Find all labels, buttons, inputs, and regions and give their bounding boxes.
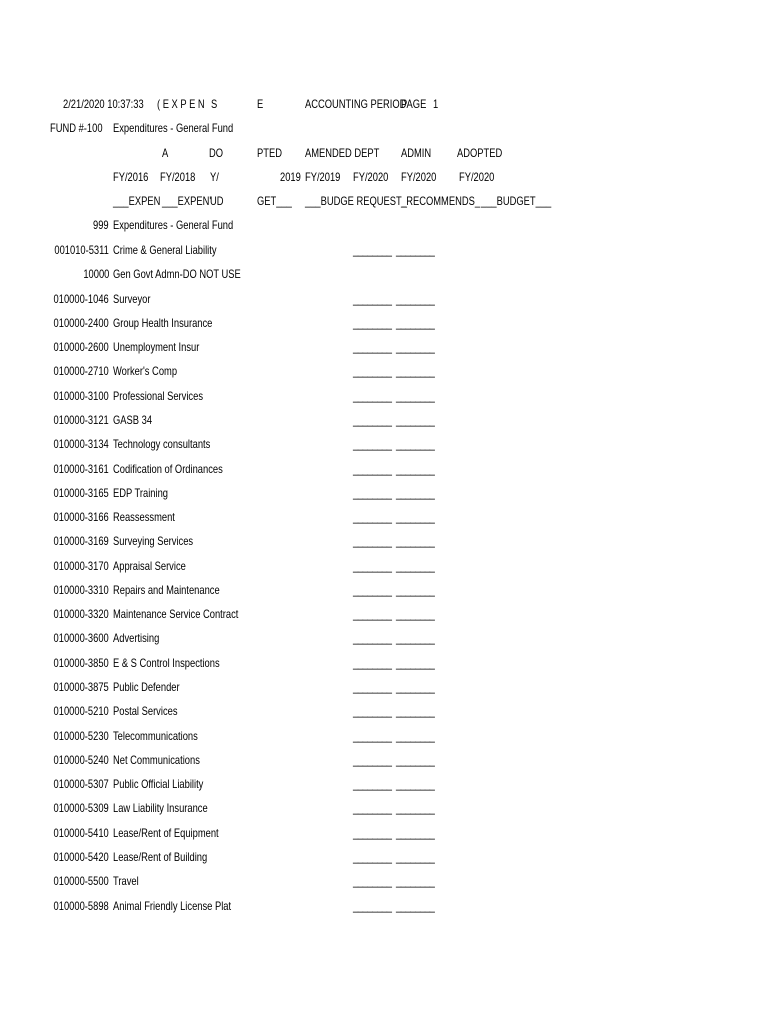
blank-entry-lines: ________ ________ <box>353 777 435 791</box>
account-name: Worker's Comp <box>113 364 178 378</box>
blank-entry-lines: ________ ________ <box>353 243 435 257</box>
account-code: 001010-5311 <box>54 243 109 257</box>
account-name: Gen Govt Admn-DO NOT USE <box>113 267 241 281</box>
report-title-fragment: E <box>257 97 264 111</box>
column-header: ___EXPEN' <box>162 194 212 208</box>
account-name: Animal Friendly License Plat <box>113 899 232 913</box>
account-code: 010000-3850 <box>53 656 109 670</box>
account-name: Technology consultants <box>113 437 211 451</box>
account-code: 010000-5210 <box>53 704 109 718</box>
account-code: 010000-1046 <box>53 292 109 306</box>
blank-entry-lines: ________ ________ <box>353 753 435 767</box>
account-code: 010000-3600 <box>53 631 109 645</box>
account-name: EDP Training <box>113 486 168 500</box>
section-name: Expenditures - General Fund <box>113 218 234 232</box>
blank-entry-lines: ________ ________ <box>353 631 435 645</box>
blank-entry-lines: ________ ________ <box>353 607 435 621</box>
column-header: FY/2020 <box>353 170 389 184</box>
column-header: PTED <box>257 146 282 160</box>
blank-entry-lines: ________ ________ <box>353 364 435 378</box>
blank-entry-lines: ________ ________ <box>353 316 435 330</box>
column-header: ___BUDGET___ <box>481 194 552 208</box>
column-header: ___BUDGE REQUEST_ <box>305 194 407 208</box>
blank-entry-lines: ________ ________ <box>353 656 435 670</box>
account-name: Surveying Services <box>113 534 194 548</box>
blank-entry-lines: ________ ________ <box>353 437 435 451</box>
account-code: 010000-3134 <box>53 437 109 451</box>
account-name: Group Health Insurance <box>113 316 213 330</box>
account-code: 010000-3166 <box>53 510 109 524</box>
account-code: 010000-3100 <box>53 389 109 403</box>
blank-entry-lines: ________ ________ <box>353 899 435 913</box>
column-header: UD <box>210 194 224 208</box>
column-header: _RECOMMENDS_ <box>401 194 481 208</box>
account-name: GASB 34 <box>113 413 153 427</box>
account-name: Maintenance Service Contract <box>113 607 239 621</box>
report-timestamp: 2/21/2020 10:37:33 <box>63 97 144 111</box>
column-header: DO <box>209 146 224 160</box>
blank-entry-lines: ________ ________ <box>353 462 435 476</box>
account-code: 010000-5500 <box>53 874 109 888</box>
account-name: Appraisal Service <box>113 559 186 573</box>
page-label: PAGE <box>401 97 427 111</box>
column-header: ___EXPEN <box>113 194 161 208</box>
account-name: Repairs and Maintenance <box>113 583 220 597</box>
report-title-fragment: ( E X P E N <box>157 97 205 111</box>
column-header: GET___ <box>257 194 292 208</box>
account-code: 010000-5420 <box>53 850 109 864</box>
column-header: ADOPTED <box>457 146 503 160</box>
column-header: Y/ <box>210 170 219 184</box>
account-code: 010000-3320 <box>53 607 109 621</box>
account-name: Lease/Rent of Equipment <box>113 826 219 840</box>
blank-entry-lines: ________ ________ <box>353 292 435 306</box>
account-code: 010000-3121 <box>53 413 109 427</box>
account-code: 010000-5240 <box>53 753 109 767</box>
account-name: Lease/Rent of Building <box>113 850 208 864</box>
page-number: 1 <box>433 97 439 111</box>
account-name: E & S Control Inspections <box>113 656 220 670</box>
account-name: Surveyor <box>113 292 151 306</box>
blank-entry-lines: ________ ________ <box>353 534 435 548</box>
report-title-fragment: S <box>211 97 218 111</box>
blank-entry-lines: ________ ________ <box>353 340 435 354</box>
blank-entry-lines: ________ ________ <box>353 510 435 524</box>
column-header: 2019 <box>280 170 301 184</box>
account-code: 10000 <box>82 267 109 281</box>
account-name: Unemployment Insur <box>113 340 200 354</box>
blank-entry-lines: ________ ________ <box>353 729 435 743</box>
account-code: 010000-5898 <box>53 899 109 913</box>
column-header: FY/2020 <box>401 170 437 184</box>
account-name: Public Defender <box>113 680 180 694</box>
account-code: 010000-3165 <box>53 486 109 500</box>
column-header: FY/2019 <box>305 170 341 184</box>
account-code: 010000-5309 <box>53 801 109 815</box>
account-name: Postal Services <box>113 704 178 718</box>
blank-entry-lines: ________ ________ <box>353 826 435 840</box>
blank-entry-lines: ________ ________ <box>353 704 435 718</box>
blank-entry-lines: ________ ________ <box>353 874 435 888</box>
account-name: Travel <box>113 874 139 888</box>
column-header: A <box>162 146 169 160</box>
account-name: Professional Services <box>113 389 204 403</box>
blank-entry-lines: ________ ________ <box>353 680 435 694</box>
account-code: 010000-3310 <box>53 583 109 597</box>
column-header: AMENDED DEPT <box>305 146 380 160</box>
account-code: 010000-3875 <box>53 680 109 694</box>
fund-name: Expenditures - General Fund <box>113 121 234 135</box>
account-code: 010000-5410 <box>53 826 109 840</box>
blank-entry-lines: ________ ________ <box>353 850 435 864</box>
accounting-period-label: ACCOUNTING PERIOD <box>305 97 407 111</box>
column-header: FY/2020 <box>459 170 495 184</box>
account-code: 010000-3170 <box>53 559 109 573</box>
account-name: Advertising <box>113 631 160 645</box>
account-code: 010000-5307 <box>53 777 109 791</box>
fund-label: FUND #-100 <box>50 121 103 135</box>
account-code: 010000-3169 <box>53 534 109 548</box>
account-name: Reassessment <box>113 510 175 524</box>
account-name: Codification of Ordinances <box>113 462 223 476</box>
column-header: ADMIN <box>401 146 432 160</box>
blank-entry-lines: ________ ________ <box>353 389 435 403</box>
account-name: Law Liability Insurance <box>113 801 208 815</box>
blank-entry-lines: ________ ________ <box>353 486 435 500</box>
account-code: 010000-5230 <box>53 729 109 743</box>
blank-entry-lines: ________ ________ <box>353 413 435 427</box>
account-code: 010000-2400 <box>53 316 109 330</box>
column-header: FY/2016 <box>113 170 149 184</box>
column-header: FY/2018 <box>160 170 196 184</box>
section-code: 999 <box>93 218 109 232</box>
blank-entry-lines: ________ ________ <box>353 583 435 597</box>
blank-entry-lines: ________ ________ <box>353 559 435 573</box>
account-name: Net Communications <box>113 753 200 767</box>
account-code: 010000-2710 <box>53 364 109 378</box>
account-code: 010000-2600 <box>53 340 109 354</box>
account-name: Public Official Liability <box>113 777 204 791</box>
account-code: 010000-3161 <box>53 462 109 476</box>
account-name: Telecommunications <box>113 729 198 743</box>
blank-entry-lines: ________ ________ <box>353 801 435 815</box>
account-name: Crime & General Liability <box>113 243 217 257</box>
